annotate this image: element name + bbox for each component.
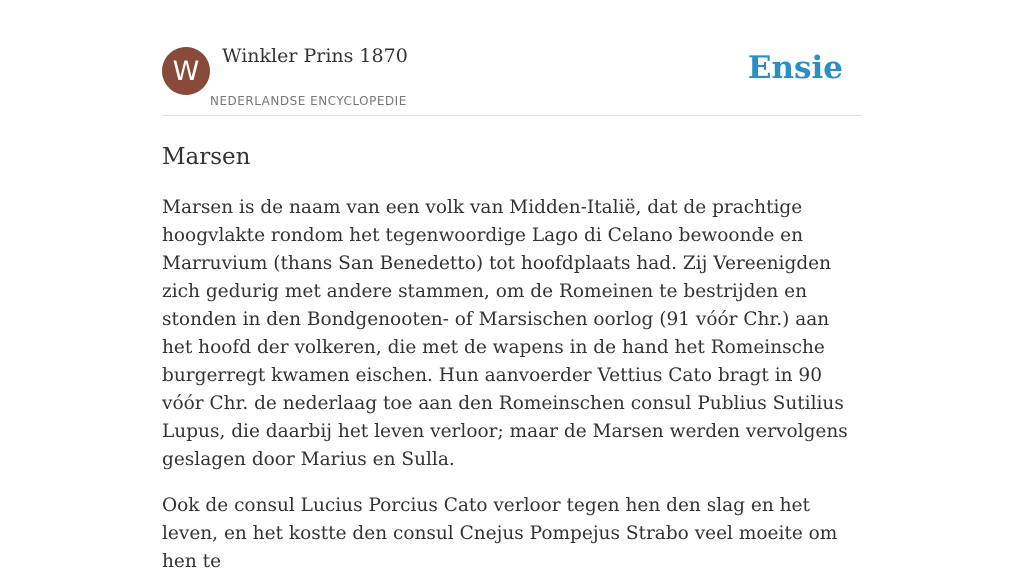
- source-title[interactable]: Winkler Prins 1870: [222, 45, 408, 67]
- entry-body: [162, 194, 862, 576]
- avatar-letter: W: [172, 55, 200, 87]
- entry-paragraph: Ook de consul Lucius Porcius Cato verloor tegen hen den slag en het leven, en het kostte den consul Cnejus Pompejus Strabo veel moeite om hen te: [162, 495, 838, 572]
- entry-paragraph: Marsen is de naam van een volk van Midden-Italië, dat de prachtige hoogvlakte rondom het tegenwoordige Lago di Celano bewoonde en Marruvium (thans San Benedetto) tot hoofdplaats had. Zij Vereenigden zich gedurig met andere stammen, om de Romeinen te bestrijden en stonden in den Bondgenooten- of Marsischen oorlog (91 vóór Chr.) aan het hoofd der volkeren, die met de wapens in de hand het Romeinsche burgerregt kwamen eischen. Hun aanvoerder Vettius Cato bragt in 90 vóór Chr. de nederlaag toe aan den Romeinschen consul Publius Sutilius Lupus, die daarbij het leven verloor; maar de Marsen werden vervolgens geslagen door Marius en Sulla.: [162, 197, 848, 470]
- source-subtitle: NEDERLANDSE ENCYCLOPEDIE: [210, 94, 407, 108]
- header: [162, 0, 862, 116]
- source-avatar[interactable]: [162, 47, 210, 95]
- entry-title: Marsen: [162, 144, 251, 170]
- brand-logo-link[interactable]: Ensie: [747, 50, 843, 86]
- article-container: [162, 0, 862, 576]
